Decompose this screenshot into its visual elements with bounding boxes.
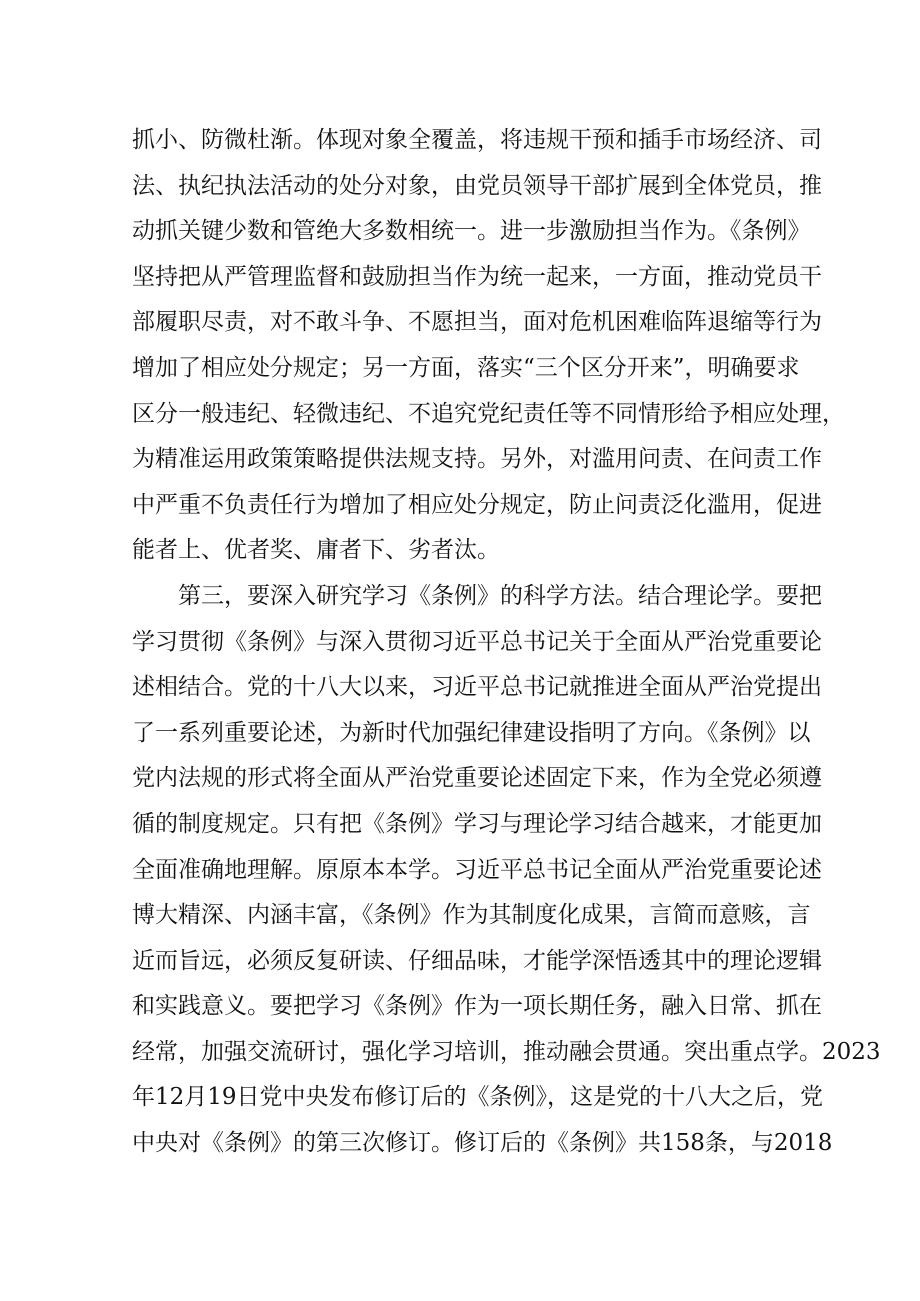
paragraph-1 (132, 118, 845, 574)
text-line: 中央对《条例》的第三次修订。修订后的《条例》共158条，与2018 (132, 1130, 833, 1157)
text-line: 为精准运用政策策略提供法规支持。另外，对滥用问责、在问责工作 (132, 446, 822, 473)
text-line: 学习贯彻《条例》与深入贯彻习近平总书记关于全面从严治党重要论 (132, 628, 822, 655)
text-line: 能者上、优者奖、庸者下、劣者汰。 (132, 537, 500, 564)
text-line: 博大精深、内涵丰富，《条例》作为其制度化成果，言简而意赅，言 (132, 902, 811, 929)
paragraph-2 (132, 574, 881, 1167)
text-line: 法、执纪执法活动的处分对象，由党员领导干部扩展到全体党员，推 (132, 172, 822, 199)
text-line: 部履职尽责，对不敢斗争、不愿担当，面对危机困难临阵退缩等行为 (132, 309, 822, 336)
text-line: 坚持把从严管理监督和鼓励担当作为统一起来，一方面，推动党员干 (132, 263, 822, 290)
text-line: 近而旨远，必须反复研读、仔细品味，才能学深悟透其中的理论逻辑 (132, 947, 822, 974)
text-line: 经常，加强交流研讨，强化学习培训，推动融会贯通。突出重点学。2023 (132, 1038, 881, 1065)
body-text (132, 118, 881, 1167)
text-line: 动抓关键少数和管绝大多数相统一。进一步激励担当作为。《条例》 (132, 218, 811, 245)
text-line: 循的制度规定。只有把《条例》学习与理论学习结合越来，才能更加 (132, 810, 822, 837)
text-line: 区分一般违纪、轻微违纪、不追究党纪责任等不同情形给予相应处理， (132, 400, 845, 427)
text-line: 年12月19日党中央发布修订后的《条例》，这是党的十八大之后，党 (132, 1084, 824, 1111)
text-line: 中严重不负责任行为增加了相应处分规定，防止问责泛化滥用，促进 (132, 491, 822, 518)
text-line: 第三，要深入研究学习《条例》的科学方法。结合理论学。要把 (178, 582, 822, 609)
text-line: 党内法规的形式将全面从严治党重要论述固定下来，作为全党必须遵 (132, 765, 822, 792)
text-line: 抓小、防微杜渐。体现对象全覆盖，将违规干预和插手市场经济、司 (132, 127, 822, 153)
text-line: 述相结合。党的十八大以来，习近平总书记就推进全面从严治党提出 (132, 674, 822, 701)
text-line: 全面准确地理解。原原本本学。习近平总书记全面从严治党重要论述 (132, 856, 822, 883)
text-line: 了一系列重要论述，为新时代加强纪律建设指明了方向。《条例》以 (132, 719, 811, 746)
text-line: 增加了相应处分规定；另一方面，落实“三个区分开来”，明确要求 (132, 354, 800, 381)
text-line: 和实践意义。要把学习《条例》作为一项长期任务，融入日常、抓在 (132, 993, 822, 1020)
